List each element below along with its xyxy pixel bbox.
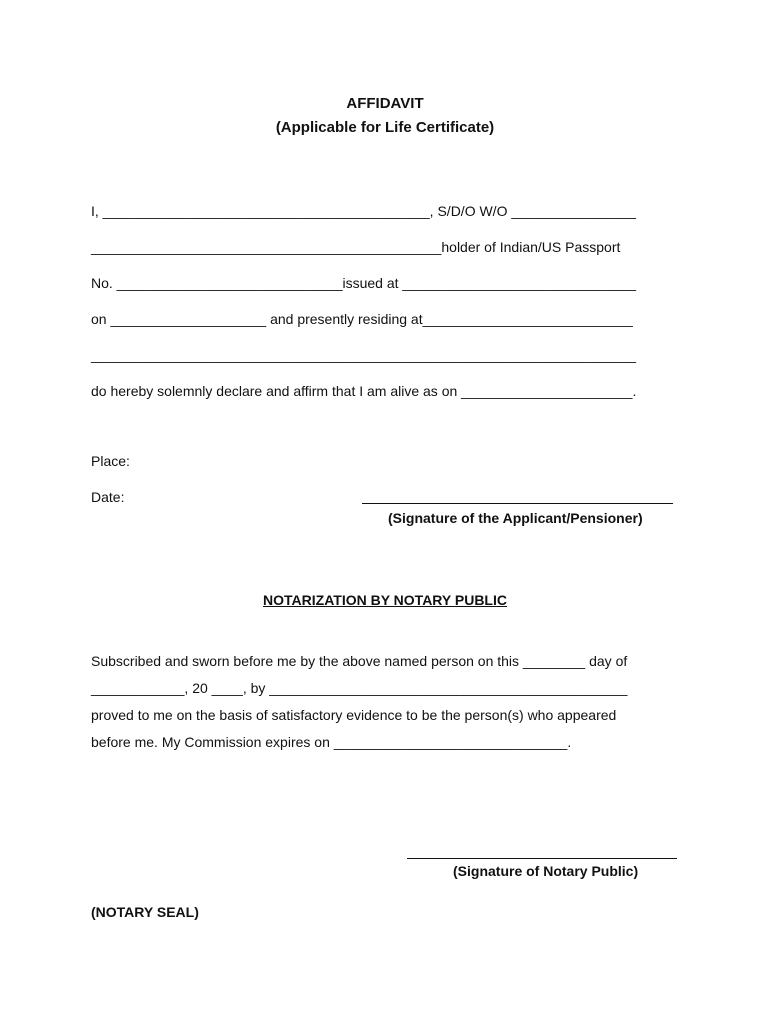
declarant-name-line: I, __________________________________________, S/D/O W/O ________________ <box>91 203 636 219</box>
notarization-line-2: ____________, 20 ____, by ______________________________________________ <box>91 680 628 696</box>
passport-number-line: No. _____________________________issued at ______________________________ <box>91 275 636 291</box>
residence-line: on ____________________ and presently residing at___________________________ <box>91 311 633 327</box>
applicant-signature-label: (Signature of the Applicant/Pensioner) <box>388 510 643 526</box>
notarization-heading: NOTARIZATION BY NOTARY PUBLIC <box>263 592 507 608</box>
document-title: AFFIDAVIT <box>346 95 424 112</box>
document-subtitle: (Applicable for Life Certificate) <box>275 119 495 136</box>
applicant-signature-line <box>362 503 673 504</box>
notarization-line-1: Subscribed and sworn before me by the above named person on this ________ day of <box>91 653 628 669</box>
notary-signature-line <box>407 858 677 859</box>
place-label: Place: <box>91 453 130 469</box>
declaration-line: do hereby solemnly declare and affirm that I am alive as on ______________________. <box>91 383 637 399</box>
notary-signature-label: (Signature of Notary Public) <box>453 863 639 879</box>
passport-holder-line: _____________________________________________holder of Indian/US Passport <box>91 239 621 255</box>
address-continuation-line: ______________________________________________________________________ <box>91 347 637 363</box>
notarization-line-4: before me. My Commission expires on ______________________________. <box>91 734 572 750</box>
notarization-line-3: proved to me on the basis of satisfactory evidence to be the person(s) who appeared <box>91 707 617 723</box>
date-label: Date: <box>91 489 125 505</box>
notary-seal-label: (NOTARY SEAL) <box>91 904 199 920</box>
